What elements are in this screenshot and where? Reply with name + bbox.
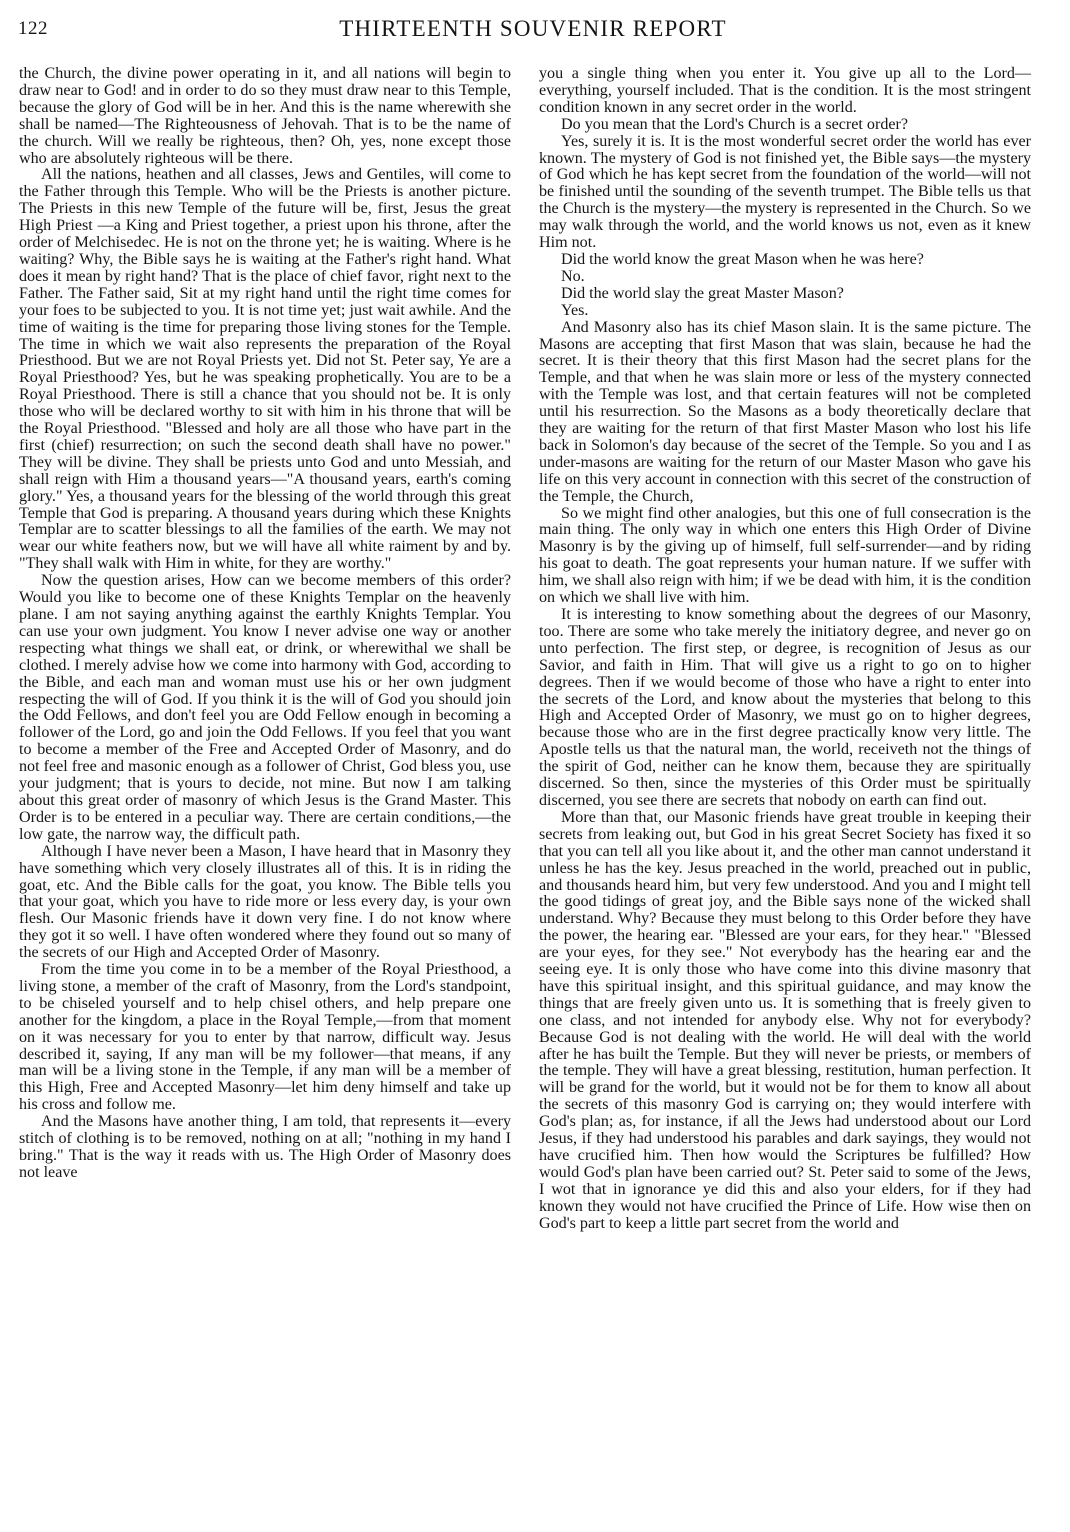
paragraph: From the time you come in to be a member of the Royal Priesthood, a living stone, a member of the craft of Masonry, from the Lord's standpoint, to be chiseled yourself and to help chisel others, and help prepare one another for the kingdom, a place in the Royal Temple,—from that moment on it was necessary for you to enter by that narrow, difficult way. Jesus described it, saying, If any man will be my follower—that means, if any man will be a living stone in the Temple, if any man will be a member of this High, Free and Accepted Masonry—let him deny himself and take up his cross and follow me. bbox=[19, 961, 511, 1114]
paragraph: you a single thing when you enter it. You give up all to the Lord—everything, yourself included. That is the condition. It is the most stringent condition known in any secret order in the world. bbox=[539, 66, 1031, 116]
paragraph: And the Masons have another thing, I am told, that represents it—every stitch of clothing is to be removed, nothing on at all; "nothing in my hand I bring." That is the way it reads with us. The High Order of Masonry does not leave bbox=[19, 1113, 511, 1181]
paragraph: Yes. bbox=[561, 301, 589, 319]
right-column bbox=[539, 66, 1031, 1526]
page-number: 122 bbox=[18, 18, 48, 39]
paragraph: Although I have never been a Mason, I have heard that in Masonry they have something which very closely illustrates all of this. It is in riding the goat, etc. And the Bible calls for the goat, you know. The Bible tells you that your goat, which you have to ride more or less every day, is your own flesh. Our Masonic friends have it down very fine. I do not know where they got it so well. I have often wondered where they found out so many of the secrets of our High and Accepted Order of Masonry. bbox=[19, 842, 511, 962]
left-column bbox=[19, 66, 511, 1526]
paragraph: It is interesting to know something about the degrees of our Masonry, too. There are some who take merely the initiatory degree, and never go on unto perfection. The first step, or degree, is recognition of Jesus as our Savior, and faith in Him. That will give us a right to go on to higher degrees. Then if we would become of those who have a right to enter into the secrets of the Lord, and know about the mysteries that belong to this High and Accepted Order of Masonry, we must go on to higher degrees, because those who are in the first degree practically know very little. The Apostle tells us that the natural man, the world, receiveth not the things of the spirit of God, neither can he know them, because they are spiritually discerned. So then, since the mysteries of this Order must be spiritually discerned, you see there are secrets that nobody on earth can find out. bbox=[539, 606, 1031, 809]
paragraph: So we might find other analogies, but this one of full consecration is the main thing. The only way in which one enters this High Order of Divine Masonry is by the giving up of himself, full self-surrender—and by riding his goat to death. The goat represents your human nature. If we suffer with him, we shall also reign with him; if we be dead with him, it is the condition on which we shall live with him. bbox=[539, 504, 1031, 607]
paragraph: Did the world know the great Mason when he was here? bbox=[561, 250, 924, 268]
paragraph: Now the question arises, How can we become members of this order? Would you like to become one of these Knights Templar on the heavenly plane. I am not saying anything against the earthly Knights Templar. You can use your own judgment. You know I never advise one way or another respecting what things we shall eat, or drink, or wherewithal we shall be clothed. I merely advise how we come into harmony with God, according to the Bible, and each man and woman must use his or her own judgment respecting the will of God. If you think it is the will of God you should join the Odd Fellows, and don't feel you are Odd Fellow enough in becoming a follower of the Lord, go and join the Odd Fellows. If you feel that you want to become a member of the Free and Accepted Order of Masonry, and do not feel free and masonic enough as a follower of Christ, God bless you, use your judgment; that is yours to decide, not mine. But now I am talking about this great order of masonry of which Jesus is the Grand Master. This Order is to be entered in a peculiar way. There are certain conditions,—the low gate, the narrow way, the difficult path. bbox=[19, 572, 511, 843]
running-title: THIRTEENTH SOUVENIR REPORT bbox=[339, 16, 727, 41]
paragraph: And Masonry also has its chief Mason slain. It is the same picture. The Masons are accepting that first Mason that was slain, because he had the secret. It is their theory that this first Mason had the secret plans for the Temple, and that when he was slain more or less of the mystery connected with the Temple was lost, and that certain features will not be completed until his resurrection. So the Masons as a body theoretically declare that they are waiting for the return of that first Master Mason who lost his life back in Solomon's day because of the secret of the Temple. So you and I as under-masons are waiting for the return of our Master Mason who gave his life on this very account in connection with this secret of the construction of the Temple, the Church, bbox=[539, 318, 1031, 505]
paragraph: Yes, surely it is. It is the most wonderful secret order the world has ever known. The mystery of God is not finished yet, the Bible says—the mystery of God which he has kept secret from the foundation of the world—will not be finished until the sounding of the seventh trumpet. The Bible tells us that the Church is the mystery—the mystery is represented in the Church. So we may walk through the world, and the world knows us not, even as it knew Him not. bbox=[539, 132, 1031, 252]
paragraph: the Church, the divine power operating in it, and all nations will begin to draw near to God! and in order to do so they must draw near to this Temple, because the glory of God will be in her. And this is the name wherewith she shall be named—The Righteousness of Jehovah. That is to be the name of the church. Will we really be righteous, then? Oh, yes, none except those who are absolutely righteous will be there. bbox=[19, 66, 511, 167]
paragraph: No. bbox=[561, 267, 585, 285]
paragraph: Did the world slay the great Master Mason? bbox=[561, 284, 844, 302]
paragraph: More than that, our Masonic friends have great trouble in keeping their secrets from leaking out, but God in his great Secret Society has fixed it so that you can tell all you like about it, and the other man cannot understand it unless he has the key. Jesus preached in the world, preached out in public, and thousands heard him, but very few understood. And you and I might tell the good tidings of great joy, and the Bible says none of the wicked shall understand. Why? Because they must belong to this Order before they have the power, the hearing ear. "Blessed are your ears, for they hear." "Blessed are your eyes, for they see." Not everybody has the hearing ear and the seeing eye. It is only those who have come into this divine masonry that have this spiritual insight, and this spiritual guidance, and may know the things that are freely given unto us. It is something that is freely given to one class, and not intended for anybody else. Why not for everybody? Because God is not dealing with the world. He will deal with the world after he has built the Temple. But they will never be priests, or members of the temple. They will have a great blessing, restitution, human perfection. It will be grand for the world, but it would not be for them to know all about the secrets of this masonry God is carrying on; they would interfere with God's plan; as, for instance, if all the Jews had understood about our Lord Jesus, if they had understood his parables and dark sayings, they would not have crucified him. Then how would the Scriptures be fulfilled? How would God's plan have been carried out? St. Peter said to some of the Jews, I wot that in ignorance ye did this and also your elders, for if they had known they would not have crucified the Prince of Life. How wise then on God's part to keep a little part secret from the world and bbox=[539, 808, 1031, 1232]
paragraph: Do you mean that the Lord's Church is a secret order? bbox=[561, 115, 909, 133]
page-header bbox=[18, 14, 1048, 48]
paragraph: All the nations, heathen and all classes, Jews and Gentiles, will come to the Father through this Temple. Who will be the Priests is another picture. The Priests in this new Temple of the future will be, first, Jesus the great High Priest —a King and Priest together, a priest upon his throne, after the order of Melchisedec. He is not on the throne yet; he is waiting. Where is he waiting? Why, the Bible says he is waiting at the Father's right hand. What does it mean by right hand? That is the place of chief favor, right next to the Father. The Father said, Sit at my right hand until the right time comes for your foes to be subjected to you. It is not time yet; just wait awhile. And the time of waiting is the time for preparing those living stones for the Temple. The time in which we wait also represents the preparation of the Royal Priesthood. But we are not Royal Priests yet. Did not St. Peter say, Ye are a Royal Priesthood? Yes, but he was speaking prophetically. You are to be a Royal Priesthood. There is still a chance that you should not be. It is only those who will be declared worthy to sit with him in his throne that will be the Royal Priesthood. "Blessed and holy are all those who have part in the first (chief) resurrection; on such the second death shall have no power." They will be divine. They shall be priests unto God and unto Messiah, and shall reign with Him a thousand years—"A thousand years, earth's coming glory." Yes, a thousand years for the blessing of the world through this great Temple that God is preparing. A thousand years during which these Knights Templar are to scatter blessings to all the families of the earth. We may not wear our white feathers now, but we will have all white raiment by and by. "They shall walk with Him in white, for they are worthy." bbox=[19, 166, 511, 573]
